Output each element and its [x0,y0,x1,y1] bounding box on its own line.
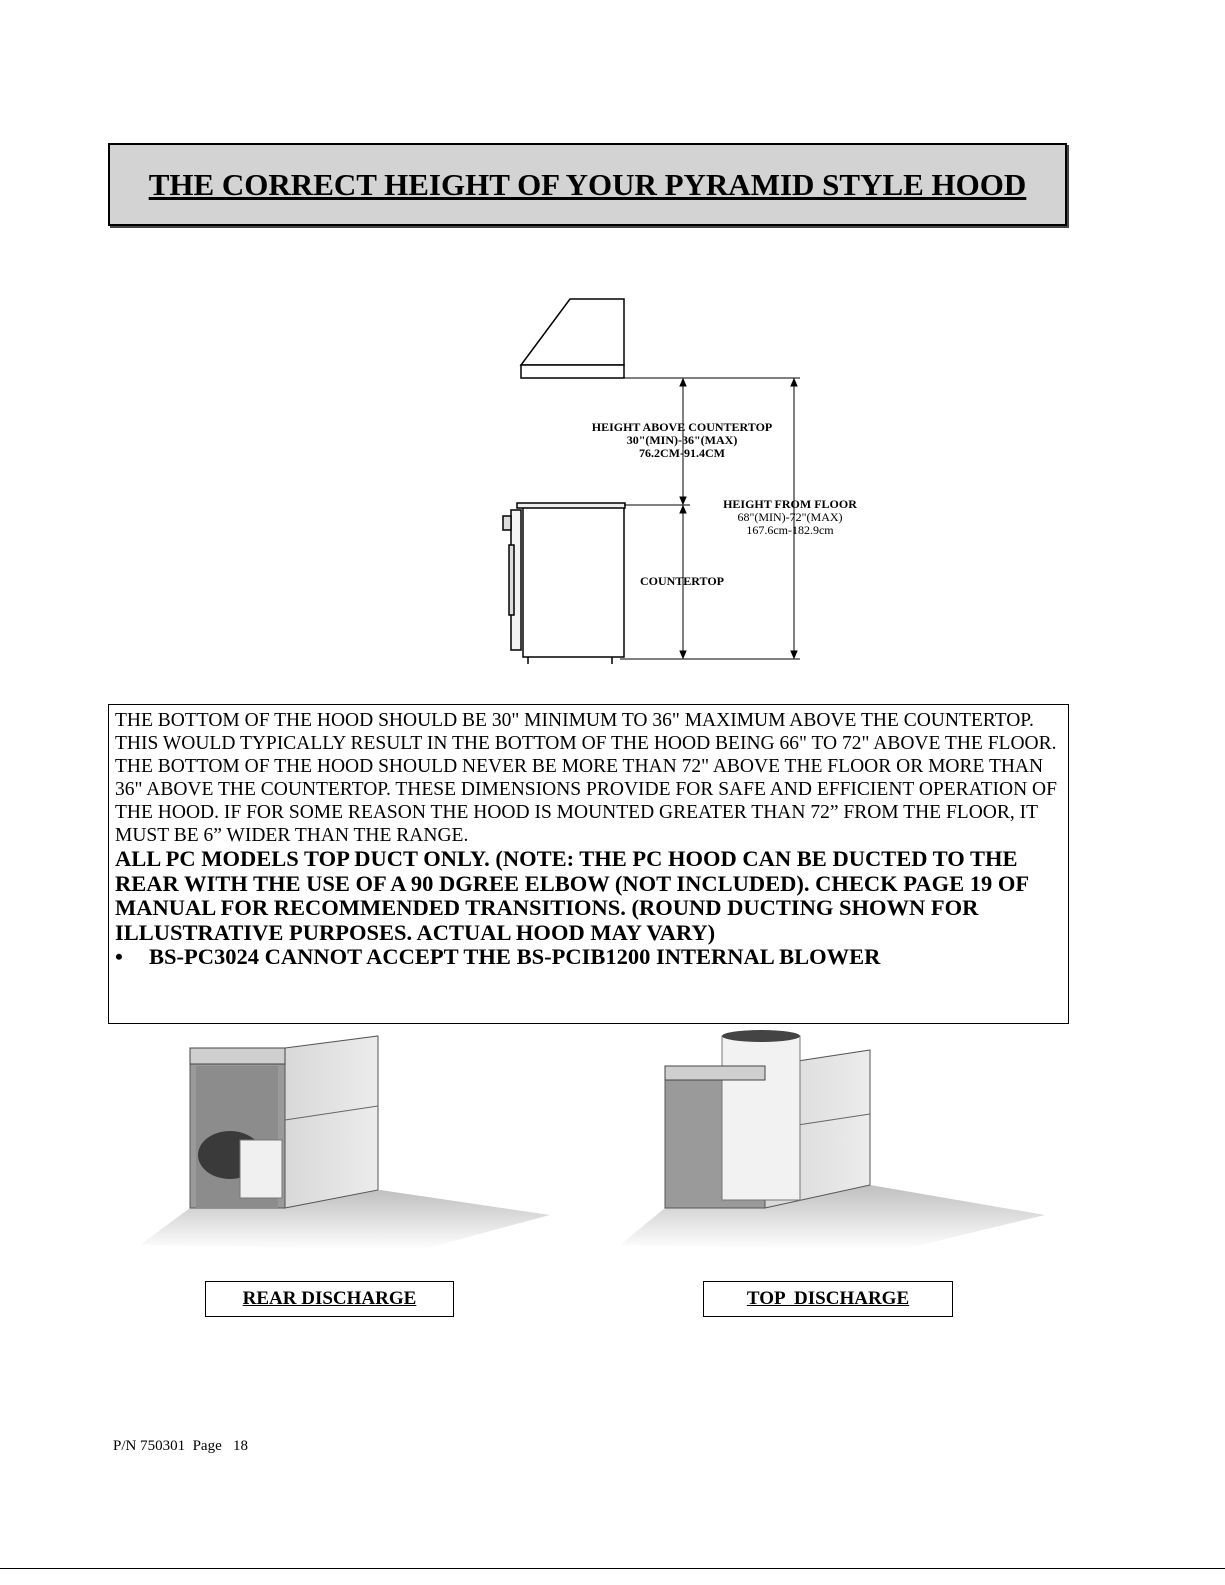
height-from-floor-title: HEIGHT FROM FLOOR [723,497,857,511]
rear-discharge-illustration [140,1036,550,1250]
height-above-countertop-metric: 76.2CM-91.4CM [639,446,725,460]
top-discharge-illustration [620,1030,1045,1250]
bottom-rule [0,1568,1225,1569]
notice-bullet-text: BS-PC3024 CANNOT ACCEPT THE BS-PCIB1200 INTERNAL BLOWER [149,944,881,969]
notice-bold: ALL PC MODELS TOP DUCT ONLY. (NOTE: THE PC HOOD CAN BE DUCTED TO THE REAR WITH THE USE OF A 90 DGREE ELBOW (NOT INCLUDED). CHECK PAGE 19 OF MANUAL FOR RECOMMENDED TRANSITIONS. (ROUND DUCTING SHOWN FOR ILLUSTRATIVE PURPOSES. ACTUAL HOOD MAY VARY) [115,846,1029,945]
countertop-label: COUNTERTOP [639,574,725,588]
page-footer: P/N 750301 Page 18 [113,1438,248,1454]
notice-body: THE BOTTOM OF THE HOOD SHOULD BE 30" MINIMUM TO 36" MAXIMUM ABOVE THE COUNTERTOP. THIS WOULD TYPICALLY RESULT IN THE BOTTOM OF THE HOOD BEING 66" TO 72" ABOVE THE FLOOR. THE BOTTOM OF THE HOOD SHOULD NEVER BE MORE THAN 72" ABOVE THE FLOOR OR MORE THAN 36" ABOVE THE COUNTERTOP. THESE DIMENSIONS PROVIDE FOR SAFE AND EFFICIENT OPERATION OF THE HOOD. IF FOR SOME REASON THE HOOD IS MOUNTED GREATER THAN 72” FROM THE FLOOR, IT MUST BE 6” WIDER THAN THE RANGE. [115,710,1057,846]
top-discharge-label: TOP DISCHARGE [703,1281,953,1317]
rear-discharge-label: REAR DISCHARGE [205,1281,454,1317]
bullet-icon: • [115,944,123,969]
height-above-countertop-title: HEIGHT ABOVE COUNTERTOP [591,420,773,434]
height-from-floor-metric: 167.6cm-182.9cm [746,523,834,537]
page-title: THE CORRECT HEIGHT OF YOUR PYRAMID STYLE HOOD [148,166,1027,202]
height-from-floor-imperial: 68"(MIN)-72"(MAX) [737,510,843,524]
height-above-countertop-imperial: 30"(MIN)-36"(MAX) [626,433,738,447]
